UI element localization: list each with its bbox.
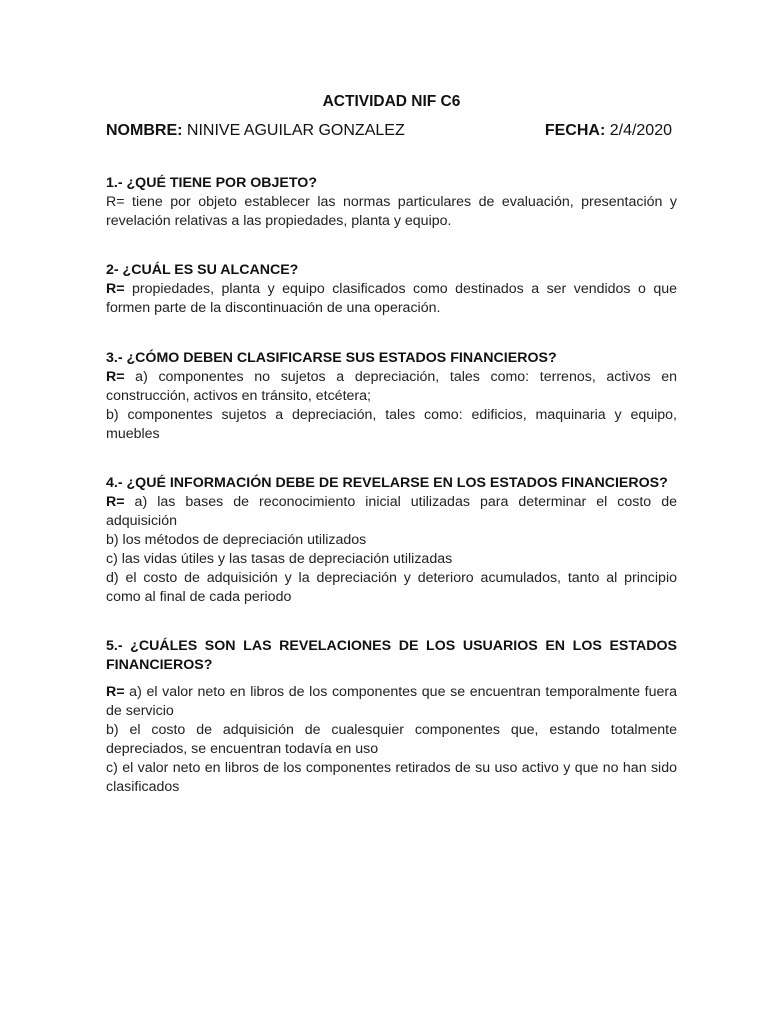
answer-prefix: R= — [106, 281, 125, 297]
answer-line: a) las bases de reconocimiento inicial utilizadas para determinar el costo de adquisición — [106, 494, 677, 529]
question-1 — [106, 174, 677, 231]
answer-paragraph — [106, 368, 677, 406]
answer-paragraph — [106, 280, 677, 318]
name-field — [106, 121, 405, 140]
answer-line: a) el valor neto en libros de los componentes que se encuentran temporalmente fuera de servicio — [106, 684, 677, 719]
answer-prefix: R= — [106, 494, 125, 510]
name-value: NINIVE AGUILAR GONZALEZ — [186, 122, 405, 139]
date-value: 2/4/2020 — [609, 122, 672, 139]
name-label: NOMBRE: — [106, 122, 183, 139]
answer-line: b) el costo de adquisición de cualesquier componentes que, estando totalmente depreciados, se encuentran todavía en uso — [106, 722, 677, 757]
answer-line: d) el costo de adquisición y la depreciación y deterioro acumulados, tanto al principio como al final de cada periodo — [106, 570, 677, 605]
date-field — [545, 121, 672, 140]
answer-line: c) el valor neto en libros de los componentes retirados de su uso activo y que no han sido clasificados — [106, 760, 677, 795]
document-page — [106, 92, 677, 797]
question-title: 2- ¿CUÁL ES SU ALCANCE? — [106, 262, 299, 278]
question-5 — [106, 637, 677, 797]
question-title: 3.- ¿CÓMO DEBEN CLASIFICARSE SUS ESTADOS FINANCIEROS? — [106, 350, 557, 366]
question-title: 1.- ¿QUÉ TIENE POR OBJETO? — [106, 175, 318, 191]
answer-line: b) los métodos de depreciación utilizados — [106, 532, 367, 548]
header-row — [106, 121, 677, 140]
question-title: 4.- ¿QUÉ INFORMACIÓN DEBE DE REVELARSE EN LOS ESTADOS FINANCIEROS? — [106, 475, 668, 491]
answer-line: c) las vidas útiles y las tasas de depreciación utilizadas — [106, 551, 453, 567]
answer-line: R= tiene por objeto establecer las normas particulares de evaluación, presentación y revelación relativas a las propiedades, planta y equipo. — [106, 194, 677, 229]
answer-paragraph — [106, 493, 677, 531]
document-title: ACTIVIDAD NIF C6 — [322, 93, 461, 110]
question-2 — [106, 261, 677, 318]
question-3 — [106, 349, 677, 444]
answer-line: propiedades, planta y equipo clasificados como destinados a ser vendidos o que formen parte de la discontinuación de una operación. — [106, 281, 677, 316]
question-4 — [106, 474, 677, 607]
answer-line: b) componentes sujetos a depreciación, tales como: edificios, maquinaria y equipo, muebles — [106, 407, 677, 442]
question-title: 5.- ¿CUÁLES SON LAS REVELACIONES DE LOS USUARIOS EN LOS ESTADOS FINANCIEROS? — [106, 638, 677, 673]
date-label: FECHA: — [544, 122, 606, 139]
answer-prefix: R= — [106, 684, 125, 700]
answer-paragraph — [106, 683, 677, 721]
answer-prefix: R= — [106, 369, 125, 385]
answer-line: a) componentes no sujetos a depreciación, tales como: terrenos, activos en construcción, activos en tránsito, etcétera; — [106, 369, 677, 404]
